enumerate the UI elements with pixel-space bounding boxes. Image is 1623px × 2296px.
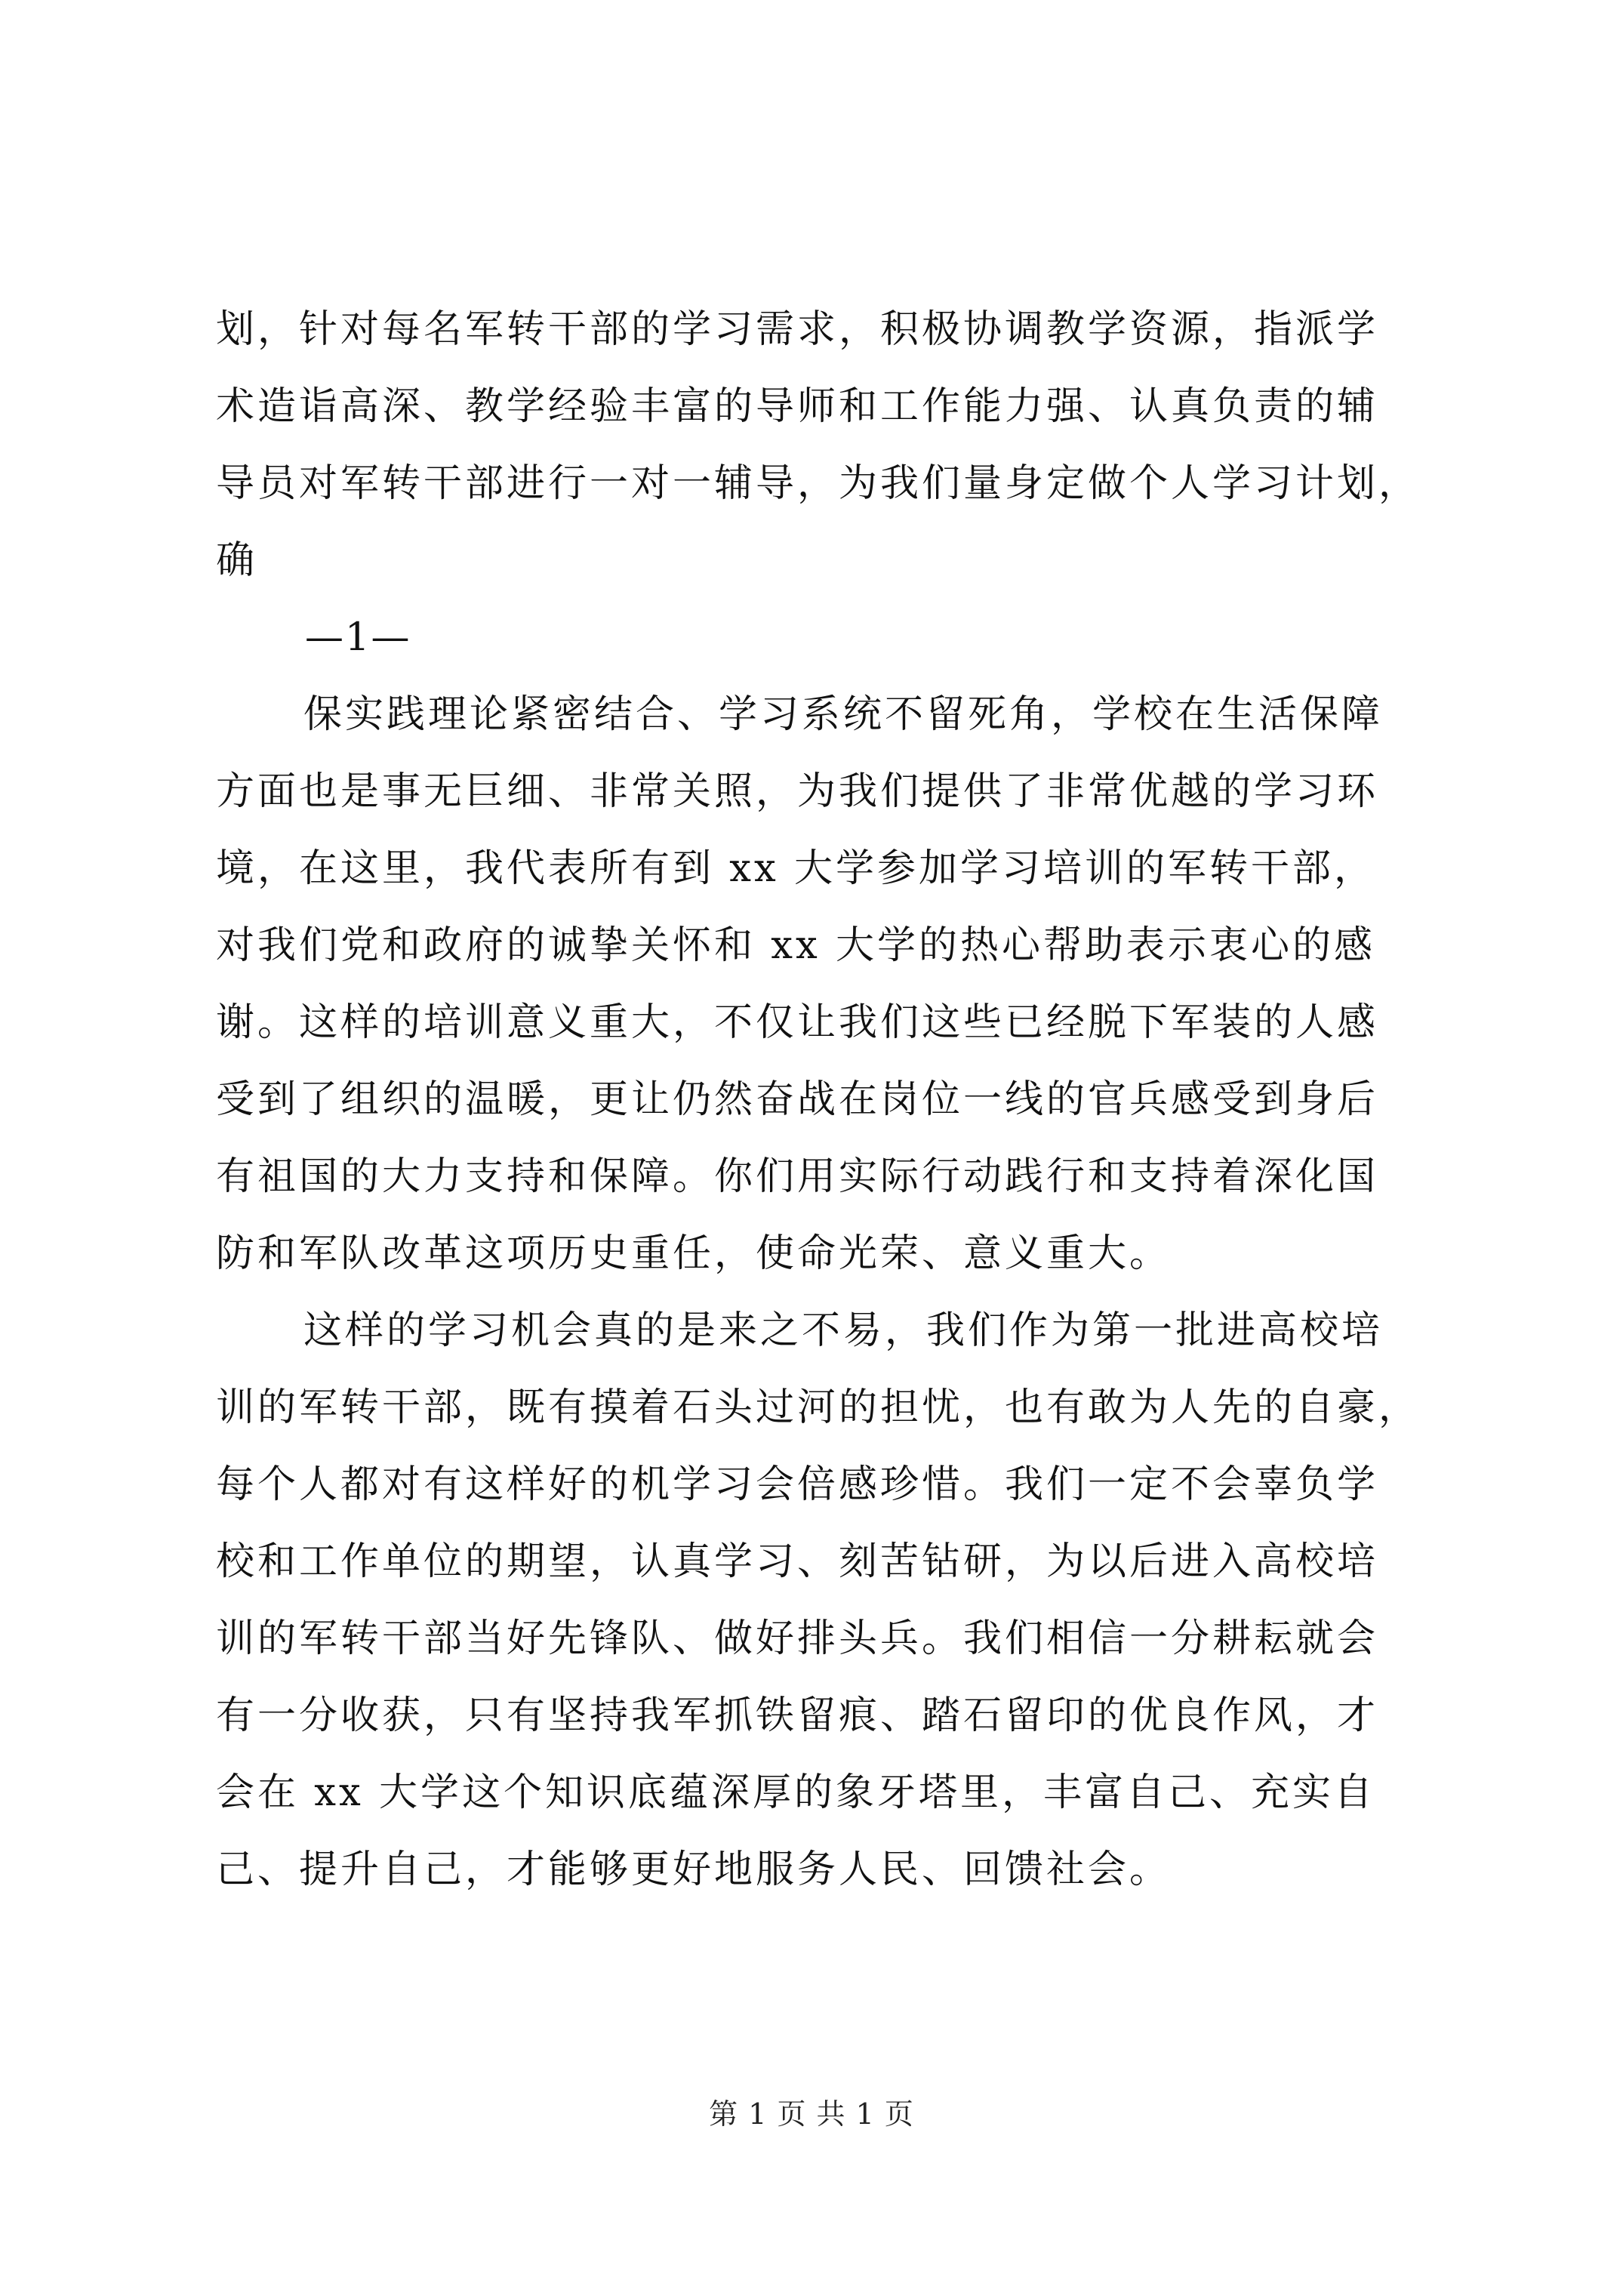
inline-page-number: —1—	[305, 615, 411, 660]
text-line: 防和军队改革这项历史重任，使命光荣、意义重大。	[216, 1231, 1172, 1276]
paragraph-first-line: 保实践理论紧密结合、学习系统不留死角，学校在生活保障	[303, 692, 1384, 737]
text-line: 训的军转干部当好先锋队、做好排头兵。我们相信一分耕耘就会	[216, 1616, 1379, 1661]
text-line: 训的军转干部，既有摸着石头过河的担忧，也有敢为人先的自豪，	[216, 1385, 1421, 1430]
text-line: 境，在这里，我代表所有到 xx 大学参加学习培训的军转干部，	[216, 846, 1375, 891]
page-footer: 第 1 页 共 1 页	[709, 2097, 914, 2131]
text-line: 每个人都对有这样好的机学习会倍感珍惜。我们一定不会辜负学	[216, 1462, 1379, 1507]
text-line: 会在 xx 大学这个知识底蕴深厚的象牙塔里，丰富自己、充实自	[216, 1771, 1375, 1815]
text-line: 校和工作单位的期望，认真学习、刻苦钻研，为以后进入高校培	[216, 1539, 1379, 1584]
text-line: 导员对军转干部进行一对一辅导，为我们量身定做个人学习计划，	[216, 461, 1421, 506]
text-line: 方面也是事无巨细、非常关照，为我们提供了非常优越的学习环	[216, 769, 1379, 814]
text-line: 对我们党和政府的诚挚关怀和 xx 大学的热心帮助表示衷心的感	[216, 923, 1375, 968]
text-line: 有一分收获，只有坚持我军抓铁留痕、踏石留印的优良作风，才	[216, 1693, 1379, 1738]
text-line: 己、提升自己，才能够更好地服务人民、回馈社会。	[216, 1848, 1172, 1892]
body-text	[216, 291, 1424, 1909]
text-line: 谢。这样的培训意义重大，不仅让我们这些已经脱下军装的人感	[216, 1000, 1379, 1045]
text-line: 确	[216, 538, 258, 583]
paragraph-first-line: 这样的学习机会真的是来之不易，我们作为第一批进高校培	[303, 1308, 1384, 1353]
text-line: 有祖国的大力支持和保障。你们用实际行动践行和支持着深化国	[216, 1154, 1379, 1199]
text-line: 术造诣高深、教学经验丰富的导师和工作能力强、认真负责的辅	[216, 384, 1379, 429]
text-line: 划，针对每名军转干部的学习需求，积极协调教学资源，指派学	[216, 307, 1379, 352]
text-line: 受到了组织的温暖，更让仍然奋战在岗位一线的官兵感受到身后	[216, 1077, 1379, 1122]
